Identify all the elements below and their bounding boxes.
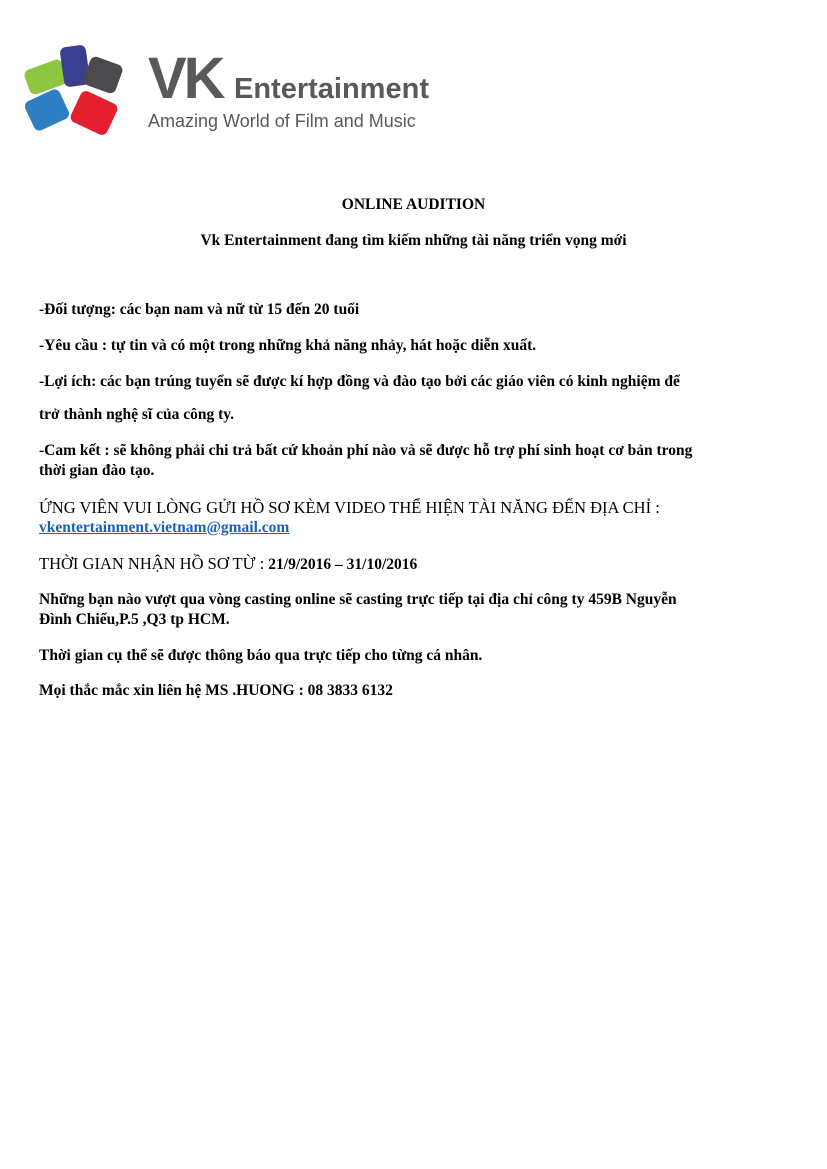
casting-line-2: Đình Chiểu,P.5 ,Q3 tp HCM. (39, 611, 230, 628)
commitment-line-1: -Cam kết : sẽ không phải chi trả bất cứ khoản phí nào và sẽ được hỗ trợ phí sinh hoạt cơ bản trong (39, 442, 693, 459)
commitment-line-2: thời gian đào tạo. (39, 462, 155, 479)
document-title: ONLINE AUDITION (341, 196, 486, 213)
benefits-line-1: -Lợi ích: các bạn trúng tuyển sẽ được kí hợp đồng và đào tạo bởi các giáo viên có kinh nghiệm để (39, 373, 680, 390)
document-subtitle: Vk Entertainment đang tìm kiếm những tài năng triển vọng mới (200, 232, 627, 249)
contact-line: Mọi thắc mắc xin liên hệ MS .HUONG : 08 3833 6132 (39, 682, 393, 699)
submission-period (39, 554, 799, 575)
logo-tagline: Amazing World of Film and Music (148, 111, 416, 131)
submission-period-label: THỜI GIAN NHẬN HỒ SƠ TỪ : (39, 554, 269, 573)
logo-brand: VK (148, 46, 223, 111)
submission-instruction: ỨNG VIÊN VUI LÒNG GỬI HỒ SƠ KÈM VIDEO THỂ HIỆN TÀI NĂNG ĐẾN ĐỊA CHỈ : (39, 498, 660, 517)
logo-pinwheel-icon (18, 42, 128, 142)
benefits-line-2: trở thành nghệ sĩ của công ty. (39, 406, 235, 423)
requirements-line: -Yêu cầu : tự tin và có một trong những khả năng nhảy, hát hoặc diễn xuất. (39, 337, 537, 354)
notification-line: Thời gian cụ thể sẽ được thông báo qua trực tiếp cho từng cá nhân. (39, 647, 483, 664)
submission-period-value: 21/9/2016 – 31/10/2016 (268, 556, 418, 573)
company-logo (18, 42, 438, 142)
email-link[interactable]: vkentertainment.vietnam@gmail.com (39, 519, 290, 536)
logo-name: Entertainment (234, 73, 429, 105)
target-audience-line: -Đối tượng: các bạn nam và nữ từ 15 đến 20 tuổi (39, 301, 360, 318)
casting-line-1: Những bạn nào vượt qua vòng casting online sẽ casting trực tiếp tại địa chỉ công ty 459B Nguyễn (39, 591, 677, 608)
